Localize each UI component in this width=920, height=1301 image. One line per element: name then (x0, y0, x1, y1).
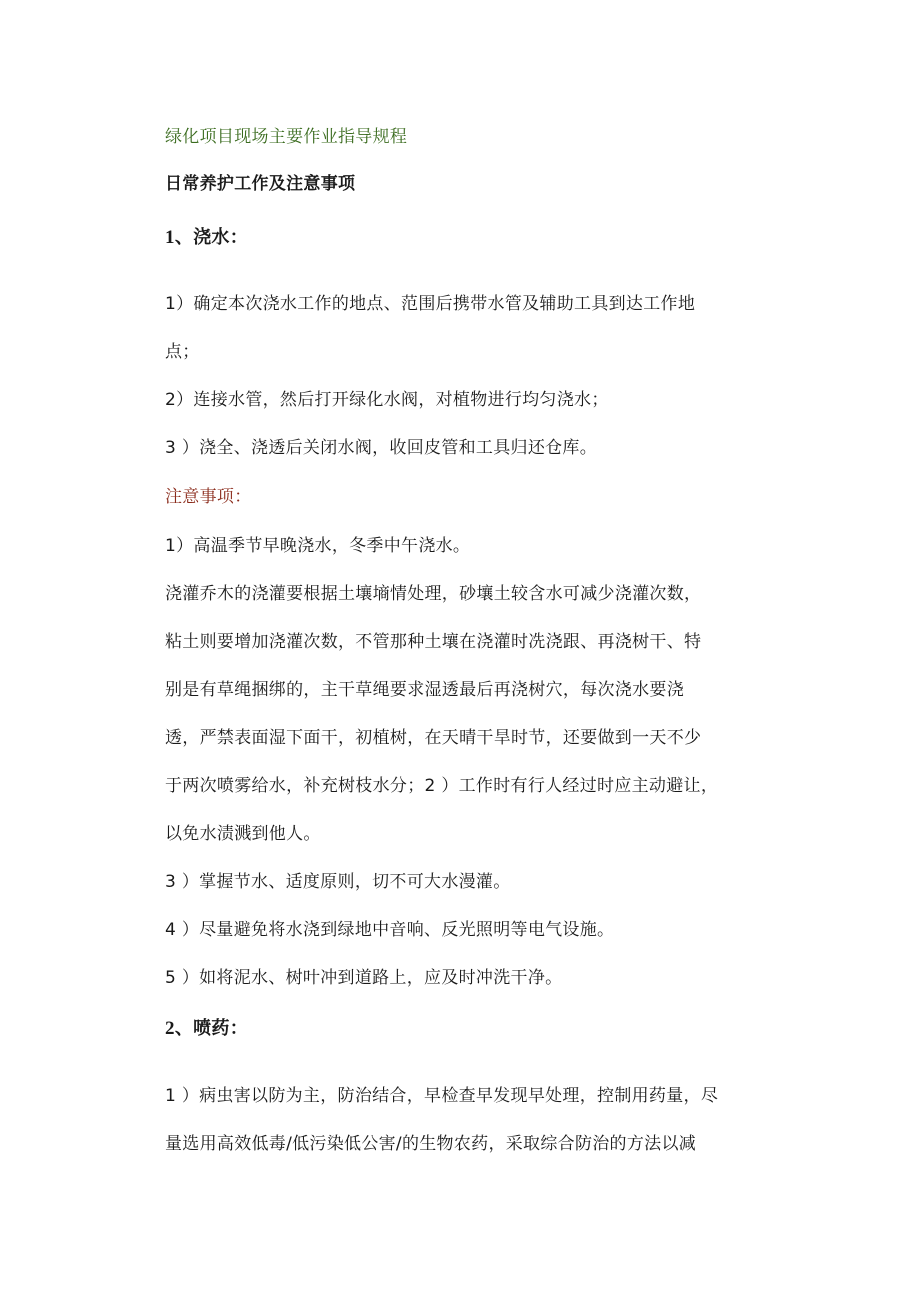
paragraph-line: 浇灌乔木的浇灌要根据土壤墒情处理，砂壤土较含水可减少浇灌次数， (165, 584, 702, 604)
section-number: 2 (165, 1018, 175, 1039)
paragraph-line: 透，严禁表面湿下面干，初植树，在天晴干旱时节，还要做到一天不少 (165, 728, 702, 748)
paragraph-line: 3 ）掌握节水、适度原则，切不可大水漫灌。 (165, 872, 511, 892)
document-subtitle: 日常养护工作及注意事项 (165, 174, 356, 194)
document-title: 绿化项目现场主要作业指导规程 (165, 127, 408, 147)
section-heading-text: 、浇水： (174, 227, 249, 248)
section-heading-spraying (165, 1017, 248, 1041)
paragraph-line: 以免水渍溅到他人。 (165, 824, 321, 844)
paragraph-line: 1）确定本次浇水工作的地点、范围后携带水管及辅助工具到达工作地 (165, 294, 696, 314)
section-heading-watering (165, 226, 248, 250)
paragraph-line: 于两次喷雾给水，补充树枝水分；2 ）工作时有行人经过时应主动避让， (165, 776, 719, 796)
paragraph-line: 别是有草绳捆绑的，主干草绳要求湿透最后再浇树穴，每次浇水要浇 (165, 680, 684, 700)
notes-label: 注意事项： (165, 487, 252, 507)
section-heading-text: 、喷药： (174, 1018, 249, 1039)
paragraph-line: 点； (165, 342, 200, 362)
paragraph-line: 量选用高效低毒/低污染低公害/的生物农药，采取综合防治的方法以减 (165, 1134, 697, 1154)
paragraph-line: 粘土则要增加浇灌次数，不管那种土壤在浇灌时冼浇跟、再浇树干、特 (165, 632, 702, 652)
section-number: 1 (165, 227, 175, 248)
paragraph-line: 2）连接水管，然后打开绿化水阀，对植物进行均匀浇水； (165, 390, 609, 410)
paragraph-line: 5 ）如将泥水、树叶冲到道路上，应及时冲洗干净。 (165, 968, 563, 988)
paragraph-line: 3 ）浇全、浇透后关闭水阀，收回皮管和工具归还仓库。 (165, 438, 598, 458)
paragraph-line: 1）高温季节早晚浇水，冬季中午浇水。 (165, 536, 471, 556)
paragraph-line: 1 ）病虫害以防为主，防治结合，早检查早发现早处理，控制用药量，尽 (165, 1086, 719, 1106)
paragraph-line: 4 ）尽量避免将水浇到绿地中音响、反光照明等电气设施。 (165, 920, 615, 940)
